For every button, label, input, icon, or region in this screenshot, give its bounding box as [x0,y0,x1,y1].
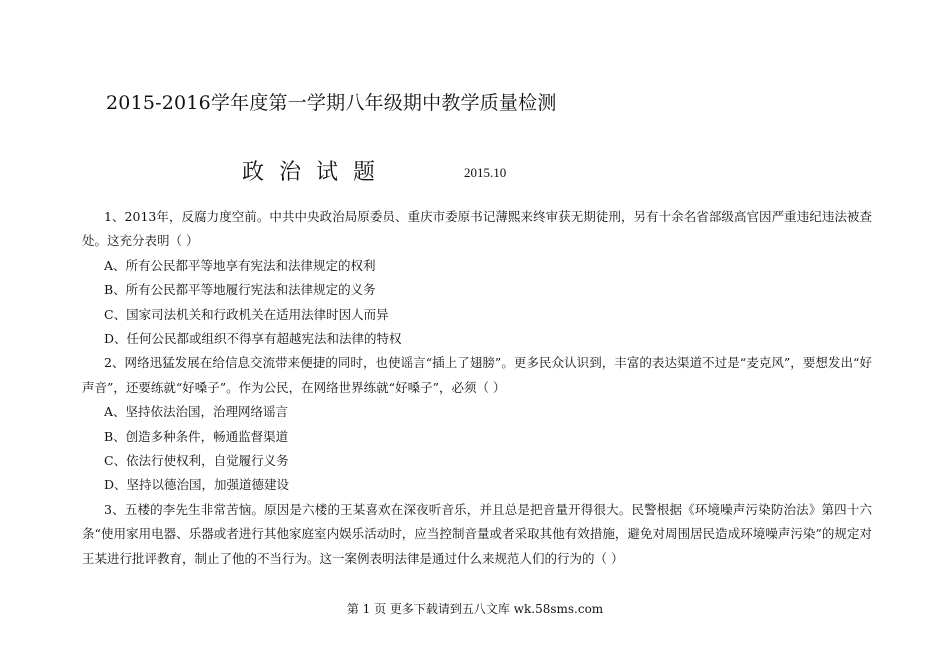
exam-title: 2015-2016学年度第一学期八年级期中教学质量检测 [106,92,557,114]
question-1-option-a: A、所有公民都平等地享有宪法和法律规定的权利 [104,257,376,273]
question-1-option-b: B、所有公民都平等地履行宪法和法律规定的义务 [104,282,376,298]
question-3-stem: 3、五楼的李先生非常苦恼。原因是六楼的王某喜欢在深夜听音乐，并且总是把音量开得很大。民警根据《环境噪声污染防治法》第四十六条“使用家用电器、乐器或者进行其他家庭室内娱乐活动时，应当控制音量或者采取其他有效措施，避免对周围居民造成环境噪声污染”的规定对王某进行批评教育，制止了他的不当行为。这一案例表明法律是通过什么来规范人们的行为的（ ） [82,501,872,566]
question-1-option-d: D、任何公民都或组织不得享有超越宪法和法律的特权 [104,331,402,347]
question-2-option-a: A、坚持依法治国，治理网络谣言 [104,404,289,420]
question-2-option-b: B、创造多种条件，畅通监督渠道 [104,428,289,444]
exam-date: 2015.10 [464,165,507,180]
question-2-option-d: D、坚持以德治国，加强道德建设 [104,477,290,493]
question-1-option-c: C、国家司法机关和行政机关在适用法律时因人而异 [104,306,389,322]
question-2-stem: 2、网络迅猛发展在给信息交流带来便捷的同时，也使谣言“插上了翅膀”。更多民众认识到，丰富的表达渠道不过是“麦克风”，要想发出“好声音”，还要练就“好嗓子”。作为公民，在网络世界练就“好嗓子”，必须（ ） [82,355,872,395]
question-content [82,205,872,571]
page-footer: 第 1 页 更多下载请到五八文库 wk.58sms.com [346,602,604,616]
subject-title: 政 治 试 题 [242,160,379,185]
question-1-stem: 1、2013年，反腐力度空前。中共中央政治局原委员、重庆市委原书记薄熙来终审获无期徒刑，另有十余名省部级高官因严重违纪违法被查处。这充分表明（ ） [82,209,872,249]
question-2-option-c: C、依法行使权利，自觉履行义务 [104,453,289,469]
subject-line [242,155,507,186]
